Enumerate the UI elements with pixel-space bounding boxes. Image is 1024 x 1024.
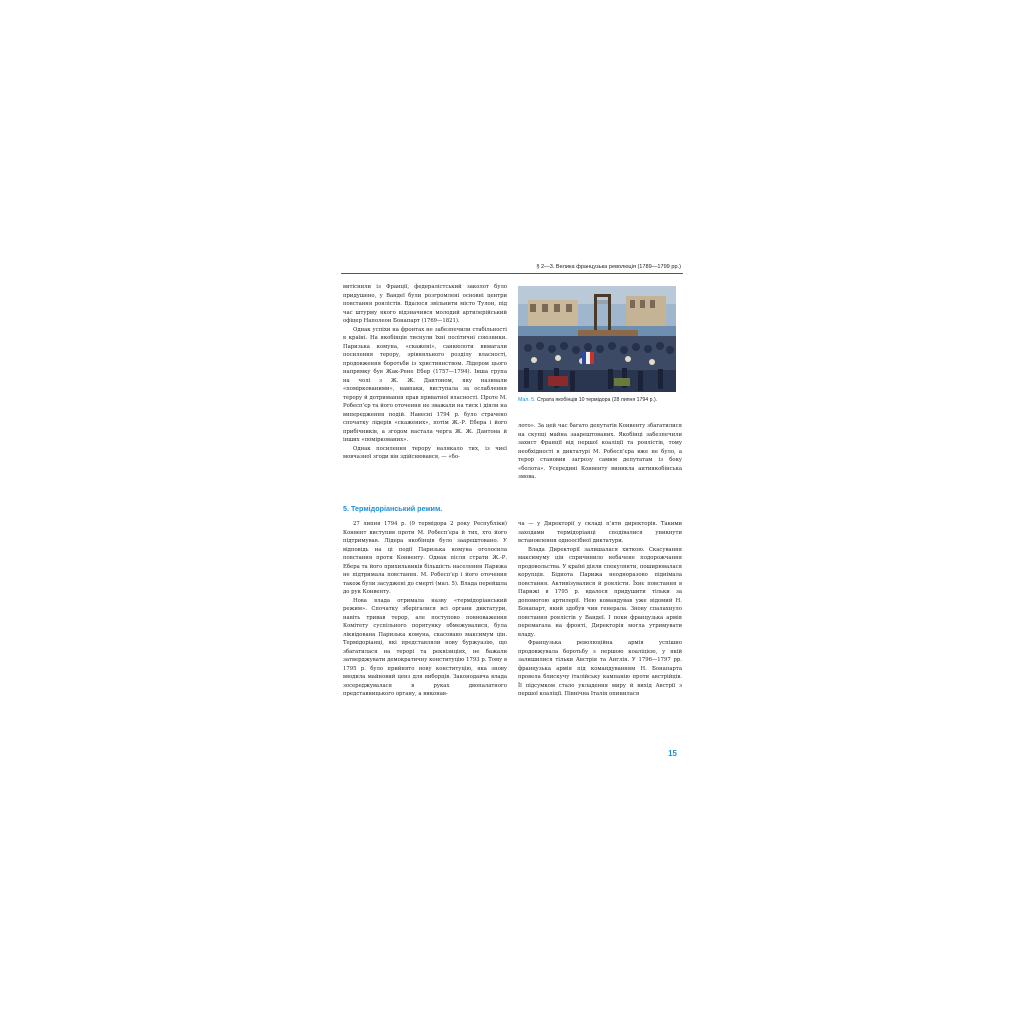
right-column-bottom <box>518 520 682 699</box>
illustration-image <box>518 286 676 392</box>
caption-label: Мал. 5. <box>518 397 536 403</box>
paragraph: Нова влада отримала назву «термідоріанський режим». Спочатку зберігалися всі органи диктатури, навіть тривав терор, але поступово повноваження Комітету суспільного порятунку обмежувалися, була ліквідована Паризька комуна, скасовано максимум цін. Термідоріанці, які представляли нову буржуазію, що збагатилася на терорі та реквізиціях, не бажали затверджувати демократичну конституцію 1793 р. Тому в 1795 р. було прийнято нову конституцію, яка знову вводила майновий ценз для виборців. Законодавча влада зосереджувалася в руках двопалатного представницького органу, а виконав- <box>343 597 507 697</box>
page-number: 15 <box>668 749 677 758</box>
paragraph: витіснили із Франції, федералістський заколот було придушено, у Вандеї були розгромлені основні центри повстання роялістів. Вдалося звільнити місто Тулон, під час штурму якого відзначився молодий артилерійський офіцер Наполеон Бонапарт (1769—1821). <box>343 284 507 324</box>
paragraph: Влада Директорії залишалася хиткою. Скасування максимуму цін спричинило небачене подорожчання продовольства. У країні діяли спекулянти, поширювалася корупція. Біднота Парижа неодноразово піднімала повстання. Активізувалися й роялісти. Їхнє повстання в Парижі в 1795 р. вдалося придушити тільки за допомогою артилерії. Нею командував уже відомий Н. Бонапарт, який здобув чин генерала. Знову спалахнуло повстання роялістів у Вандеї. І поки французька армія перемагала на фронті, Директорія могла утримувати владу. <box>518 546 682 638</box>
paragraph: Однак посилення терору налякало тих, із чиєї мовчазної згоди він здійснювався, — «бо- <box>343 445 507 460</box>
running-header: § 2—3. Велика французька революція (1789—1799 рр.) <box>341 263 683 274</box>
left-column-bottom <box>343 520 507 699</box>
caption-text: Страта якобінців 10 термідора (28 липня 1794 р.). <box>536 397 658 403</box>
left-column-top <box>343 283 507 462</box>
paragraph: ча — у Директорії у складі п’яти директорів. Такими заходами термідоріанці сподівалися уникнути встановлення одноосібної диктатури. <box>518 521 682 544</box>
execution-illustration <box>518 286 676 392</box>
paragraph: Однак успіхи на фронтах не забезпечили стабільності в країні. На якобінців тиснули їхні політичні союзники. Паризька комуна, «скажені», санкюлоти вимагали посилення терору, зрівняльного розділу власності, продовження боротьби із християнством. Лідером цього напрямку був Жак-Рене Ебер (1757—1794). Інша група на чолі з Ж. Ж. Дантоном, яку називали «поміркованими», навпаки, виступала за ослаблення терору й дотримання прав приватної власності. Проте М. Робесп’єр та його оточення не зважали на тиск і діяли на випередження подій. Навесні 1794 р. було страчено спочатку лідерів «скажених», потім Ж.-Р. Ебера і його прибічників, а згодом настала черга Ж. Ж. Дантона й інших «поміркованих». <box>343 326 507 443</box>
right-column-middle <box>518 422 682 482</box>
book-page <box>341 263 683 761</box>
figure-caption <box>518 397 682 404</box>
paragraph: Французька революційна армія успішно продовжувала боротьбу з першою коаліцією, у якій залишилися тільки Австрія та Англія. У 1796—1797 рр. французька армія під командуванням Н. Бонапарта провела блискучу італійську кампанію проти австрійців. Її підсумком стало укладення миру й вихід Австрії з першої коаліції. Північна Італія опинилася <box>518 640 682 697</box>
paragraph: лото». За цей час багато депутатів Конвенту збагатилися на скупці майна заарештованих. Якобінці забезпечили захист Франції від першої коаліції та роялістів, тому необхідності в диктатурі М. Робесп’єра вже не було, а терор становив загрозу самим депутатам із боку «болота». Усередині Конвенту виникла антиякобінська змова. <box>518 423 682 480</box>
section-heading: 5. Термідоріанський режим. <box>343 504 443 513</box>
paragraph: 27 липня 1794 р. (9 термідора 2 року Республіки) Конвент виступив проти М. Робесп’єра й тих, хто його підтримував. Лідера якобінців було заарештовано. У відповідь на ці події Паризька комуна оголосила повстання проти Конвенту. Однак після страти Ж.-Р. Ебера та його прихильників більшість населення Парижа не підтримала повстання. М. Робесп’єр і його оточення також були засуджені до смерті (мал. 5). Влада перейшла до рук Конвенту. <box>343 521 507 595</box>
